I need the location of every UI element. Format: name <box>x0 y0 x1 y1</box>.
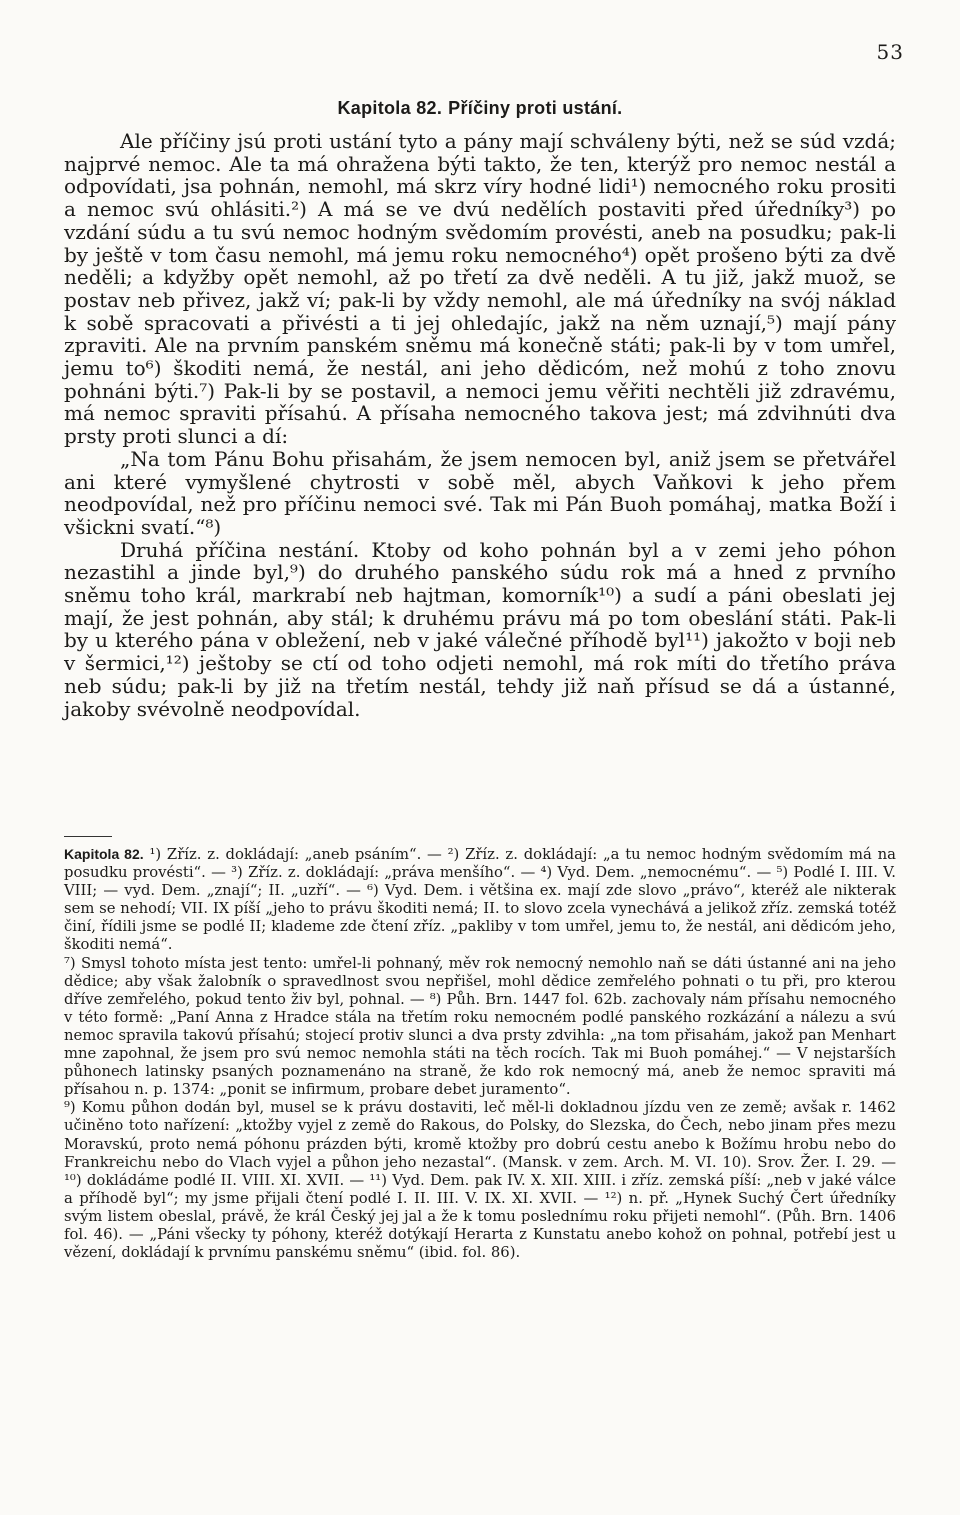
footnotes <box>64 845 896 1262</box>
chapter-heading <box>0 98 960 119</box>
footnote-chapter-label: Kapitola 82. <box>64 846 144 862</box>
footnote-9-12: ⁹) Komu půhon dodán byl, musel se k právu dostaviti, leč měl-li dokladnou jízdu ven ze země; avšak r. 1462 učiněno toto nařízení: „ktožby vyjel z země do Rakous, do Polsky, do Slezska, do Čech, nebo jinam přes mezu Moravskú, proto nemá póhonu prázden býti, kromě ktožby pro dobrú cestu anebo k Božímu hrobu nebo do Frankreichu nebo do Vlach vyjel a půhon jeho nezastal“. (Mansk. v zem. Arch. M. VI. 10). Srov. Žer. I. 29. — ¹⁰) dokládáme podlé II. VIII. XI. XVII. — ¹¹) Vyd. Dem. pak IV. X. XII. XIII. i zříz. zemská píší: „neb v jaké válce a příhodě byl“; my jsme přijali čtení podlé I. II. III. V. IX. XI. XVII. — ¹²) n. př. „Hynek Suchý Čert úředníky svým listem obeslal, právě, že král Český jej jal a že k tomu poslednímu roku přijeti nemohl“. (Půh. Brn. 1406 fol. 46). — „Páni všecky ty póhony, kteréž dotýkají Herarta z Kunstatu anebo kohož on pohnal, potřebí jest u vězení, dokládají k prvnímu panskému sněmu“ (ibid. fol. 86). <box>64 1099 896 1262</box>
chapter-label: Kapitola 82. <box>337 98 443 118</box>
paragraph-oath: „Na tom Pánu Bohu přisahám, že jsem nemocen byl, aniž jsem se přetvářel ani které vymyšlené chytrosti v sobě měl, abych Vaňkovi k jeho přem neodpovídal, než pro příčinu nemoci své. Tak mi Pán Buoh pomáhaj, matka Boží i všickni svatí.“⁸) <box>64 446 896 539</box>
chapter-title: Příčiny proti ustání. <box>448 98 623 118</box>
footnote-7-8: ⁷) Smysl tohoto místa jest tento: umřel-li pohnaný, měv rok nemocný nemohlo naň se dáti ústanné ani na jeho dědice; aby však žalobník o spravedlnost svou nepřišel, mohl dědice zemřelého pohnati o tu při, pro kterou dříve zemřelého, pokud tento živ byl, pohnal. — ⁸) Půh. Brn. 1447 fol. 62b. zachovaly nám přísahu nemocného v této formě: „Paní Anna z Hradce stála na třetím roku nemocném podlé panského rozkázání a nálezu a svú nemoc spravila takovú přísahú; stojecí protiv slunci a dva prsty zdvihla: „na tom přisahám, jakož pan Menhart mne zapohnal, že jsem pro svú nemoc nemohla státi na těch rocích. Tak mi Buoh pomáhej.“ — V nejstarších půhonech latinsky psaných poznamenáno na straně, že kdo rok nemocný má, aneb že nemoc spraviti má přísahou n. p. 1374: „ponit se infirmum, probare debet juramento“. <box>64 954 896 1099</box>
footnote-divider <box>64 836 112 837</box>
paragraph-3: Druhá příčina nestání. Ktoby od koho pohnán byl a v zemi jeho póhon nezastihl a jinde byl,⁹) do druhého panského súdu rok má a hned z prvního sněmu toho král, markrabí neb hajtman, komorník¹⁰) a sudí a páni obeslati jej mají, že jest pohnán, aby stál; k druhému právu má po tom obeslání státi. Pak-li by u kterého pána v obležení, neb v jaké válečné příhodě byl¹¹) jakožto v boji neb v šermici,¹²) ještoby se ctí od toho odjeti nemohl, má rok míti do třetího práva neb súdu; pak-li by již na třetím nestál, tehdy již naň přísud se dá a ústanné, jakoby svévolně neodpovídal. <box>64 537 896 721</box>
main-text <box>64 130 896 720</box>
footnote-block-1 <box>64 845 896 955</box>
paragraph-1: Ale příčiny jsú proti ustání tyto a pány mají schváleny býti, než se súd vzdá; najprvé nemoc. Ale ta má ohražena býti takto, že ten, kterýž pro nemoc nestál a odpovídati, jsa pohnán, nemohl, má skrz víry hodné lidi¹) nemocného roku prositi a nemoc svú ohlásiti.²) A má se ve dvú nedělích postaviti před úředníky³) po vzdání súdu a tu svú nemoc hodným svědomím provésti, aneb na posudku; pak-li by ještě v tom času nemohl, má jemu roku nemocného⁴) opět prošeno býti za dvě neděli; a kdyžby opět nemohl, až po třetí za dvě neděli. A tu již, jakž muož, se postav neb přivez, jakž ví; pak-li by vždy nemohl, ale má úředníky na svój náklad k sobě spracovati a přivésti a ti jej ohledajíc, jakž na něm uznají,⁵) mají pány zpraviti. Ale na prvním panském sněmu má konečně státi; pak-li by v tom umřel, jemu to⁶) škoditi nemá, že nestál, ani jeho dědicóm, než mohú z toho znovu pohnáni býti.⁷) Pak-li by se postavil, a nemoci jemu věřiti nechtěli již zdravému, má nemoc spraviti přísahú. A přísaha nemocného takova jest; má zdvihnúti dva prsty proti slunci a dí: <box>64 129 896 449</box>
page-number: 53 <box>876 40 904 64</box>
footnote-1-6: ¹) Zříz. z. dokládají: „aneb psáním“. — ²) Zříz. z. dokládají: „a tu nemoc hodným svědomím má na posudku provésti“. — ³) Zříz. z. dokládají: „práva menšího“. — ⁴) Vyd. Dem. „nemocnému“. — ⁵) Podlé I. III. V. VIII; — vyd. Dem. „znají“; II. „uzří“. — ⁶) Vyd. Dem. i většina ex. mají zde slovo „právo“, kteréž ale nikterak sem se nehodí; VII. IX píší „jeho to právu škoditi nemá; II. to slovo zcela vynechává a jelikož zříz. zemská totéž činí, řídili jsme se podlé II; klademe zde čtení zříz. „pakliby v tom umřel, jemu to, že nestál, ani dědicóm jeho, škoditi nemá“. <box>64 846 896 954</box>
